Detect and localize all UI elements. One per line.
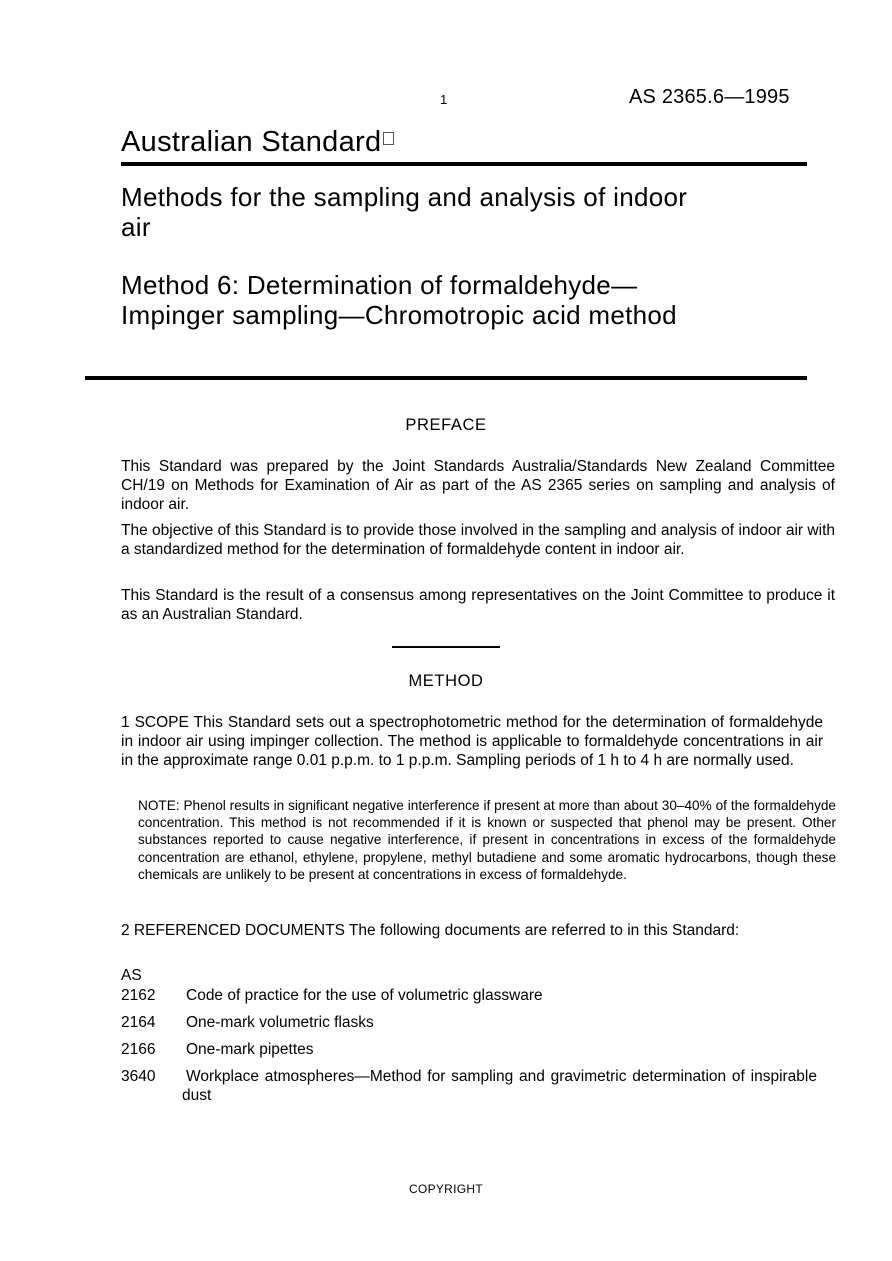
section-divider	[392, 646, 500, 648]
title-rule	[85, 376, 807, 380]
preface-paragraph: This Standard was prepared by the Joint Standards Australia/Standards New Zealand Committee CH/19 on Methods for Examination of Air as part of the AS 2365 series on sampling and analysis of indoor air.	[121, 458, 835, 513]
reference-number: 2164	[121, 1014, 156, 1031]
reference-title: One-mark pipettes	[186, 1041, 314, 1058]
registered-mark-icon	[383, 132, 394, 145]
document-title	[121, 182, 721, 330]
method-heading: METHOD	[408, 672, 484, 690]
reference-title: Code of practice for the use of volumetric glassware	[186, 987, 543, 1004]
referenced-documents-clause: 2 REFERENCED DOCUMENTS The following documents are referred to in this Standard:	[121, 922, 740, 939]
reference-number: 3640	[121, 1068, 156, 1085]
reference-title: Workplace atmospheres—Method for sampling and gravimetric determination of inspirable dust	[182, 1068, 817, 1104]
preface-heading: PREFACE	[405, 416, 487, 434]
brand-label: Australian Standard	[121, 126, 382, 158]
reference-title: One-mark volumetric flasks	[186, 1014, 374, 1031]
scope-note: NOTE: Phenol results in significant negative interference if present at more than about 30–40% of the formaldehyde concentration. This method is not recommended if it is known or suspected that phenol may be present. Other substances reported to cause negative interference, if present in concentrations in excess of the formaldehyde concentration are ethanol, ethylene, propylene, methyl butadiene and some aromatic hydrocarbons, though these chemicals are unlikely to be present at concentrations in excess of formaldehyde.	[138, 798, 836, 882]
standard-code: AS 2365.6—1995	[629, 86, 790, 108]
references-series-label: AS	[121, 967, 142, 984]
scope-clause: 1 SCOPE This Standard sets out a spectrophotometric method for the determination of formaldehyde in indoor air using impinger collection. The method is applicable to formaldehyde concentrations in air in the approximate range 0.01 p.p.m. to 1 p.p.m. Sampling periods of 1 h to 4 h are normally used.	[121, 714, 823, 769]
header-rule	[121, 162, 807, 166]
reference-number: 2162	[121, 987, 156, 1004]
copyright-footer: COPYRIGHT	[408, 1182, 484, 1196]
page-number: 1	[440, 92, 448, 107]
title-line-2: Method 6: Determination of formaldehyde— Impinger sampling—Chromotropic acid method	[121, 270, 677, 330]
brand-title	[121, 126, 394, 159]
preface-paragraph: This Standard is the result of a consensus among representatives on the Joint Committee to produce it as an Australian Standard.	[121, 587, 835, 623]
title-line-1: Methods for the sampling and analysis of indoor air	[121, 182, 688, 242]
preface-paragraph: The objective of this Standard is to provide those involved in the sampling and analysis of indoor air with a standardized method for the determination of formaldehyde content in indoor air.	[121, 522, 835, 558]
reference-number: 2166	[121, 1041, 156, 1058]
